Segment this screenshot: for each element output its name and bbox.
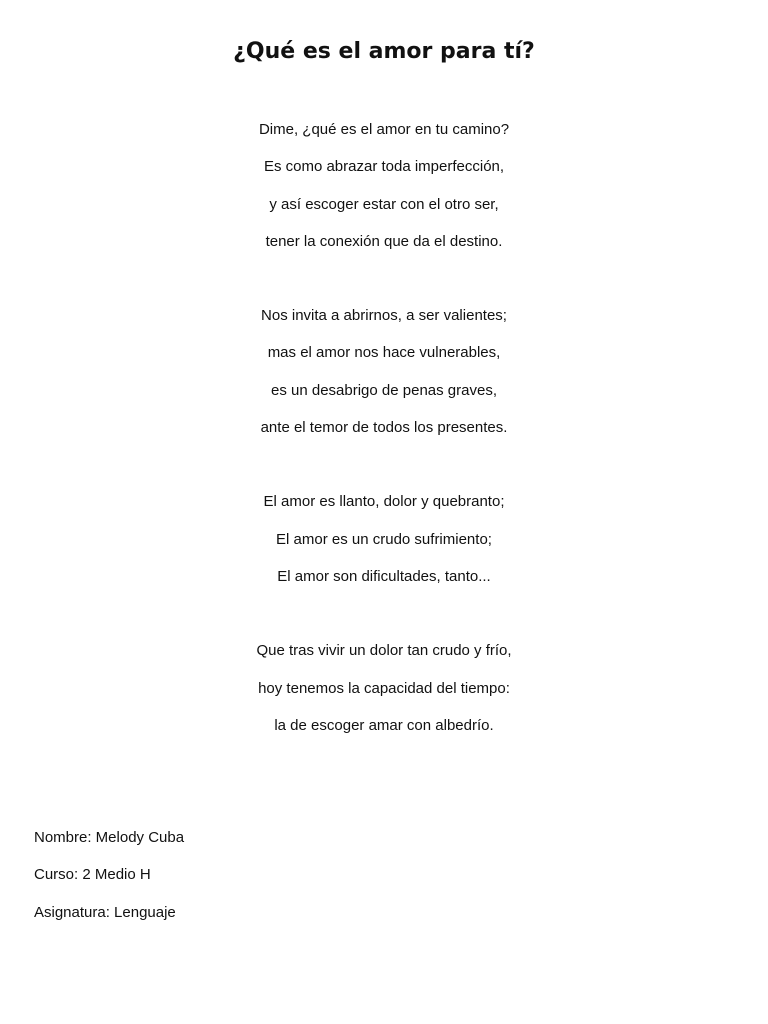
verse-line: Es como abrazar toda imperfección,	[263, 158, 505, 176]
verse-line: El amor son dificultades, tanto...	[277, 567, 491, 585]
verse-line: Dime, ¿qué es el amor en tu camino?	[258, 121, 510, 138]
stanza-3	[0, 490, 768, 602]
stanza-2	[0, 304, 768, 453]
stanza-1	[0, 118, 768, 267]
verse-line: la de escoger amar con albedrío.	[274, 716, 494, 734]
verse-line: Nos invita a abrirnos, a ser valientes;	[261, 307, 507, 325]
course: Curso: 2 Medio H	[34, 866, 151, 884]
poem	[0, 118, 768, 788]
verse-line: es un desabrigo de penas graves,	[271, 381, 497, 399]
verse-line: El amor es llanto, dolor y quebranto;	[263, 493, 505, 511]
page-title: ¿Qué es el amor para tí?	[233, 39, 535, 64]
student-name: Nombre: Melody Cuba	[34, 829, 185, 846]
verse-line: El amor es un crudo sufrimiento;	[276, 530, 492, 548]
verse-line: ante el temor de todos los presentes.	[260, 419, 508, 437]
student-info	[34, 826, 184, 938]
verse-line: Que tras vivir un dolor tan crudo y frío,	[256, 642, 512, 660]
verse-line: mas el amor nos hace vulnerables,	[267, 344, 501, 362]
verse-line: hoy tenemos la capacidad del tiempo:	[258, 679, 510, 697]
verse-line: tener la conexión que da el destino.	[265, 232, 503, 250]
verse-line: y así escoger estar con el otro ser,	[269, 195, 499, 213]
subject: Asignatura: Lenguaje	[34, 903, 176, 921]
stanza-4	[0, 639, 768, 751]
